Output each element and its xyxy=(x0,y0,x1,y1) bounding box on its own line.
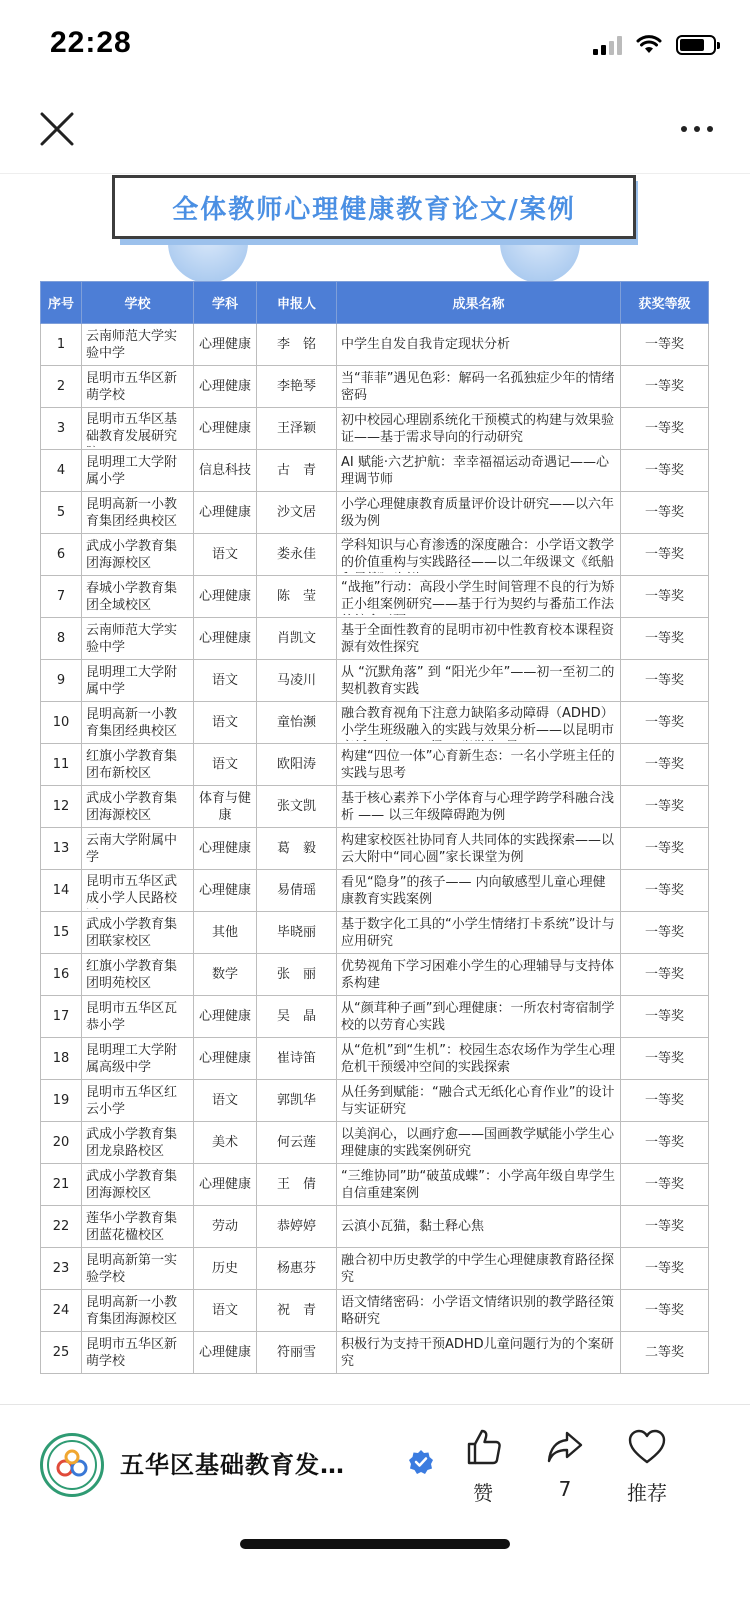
row-subject: 心理健康 xyxy=(194,1332,257,1374)
row-index: 14 xyxy=(41,870,82,912)
row-title xyxy=(337,702,621,744)
row-title xyxy=(337,828,621,870)
account-bar xyxy=(0,1404,750,1624)
row-applicant: 王 倩 xyxy=(257,1164,337,1206)
row-subject: 数学 xyxy=(194,954,257,996)
row-title-text: AI 赋能·六艺护航：幸幸福福运动奇遇记——心理调节师 xyxy=(341,454,609,487)
recommend-button[interactable] xyxy=(607,1427,687,1506)
row-school xyxy=(82,1332,194,1374)
row-applicant: 张 丽 xyxy=(257,954,337,996)
row-award: 一等奖 xyxy=(621,324,709,366)
table-row xyxy=(41,1206,709,1248)
verified-badge-icon xyxy=(408,1449,434,1475)
section-title: 全体教师心理健康教育论文/案例 xyxy=(172,194,576,225)
row-applicant: 王泽颖 xyxy=(257,408,337,450)
more-options-button[interactable] xyxy=(672,112,722,146)
row-subject: 语文 xyxy=(194,744,257,786)
row-index: 3 xyxy=(41,408,82,450)
row-index: 7 xyxy=(41,576,82,618)
row-title xyxy=(337,1122,621,1164)
row-title xyxy=(337,1038,621,1080)
table-row xyxy=(41,492,709,534)
row-applicant: 古 青 xyxy=(257,450,337,492)
row-school xyxy=(82,1248,194,1290)
row-school xyxy=(82,324,194,366)
row-award: 一等奖 xyxy=(621,450,709,492)
row-index: 24 xyxy=(41,1290,82,1332)
row-title-text: 融合初中历史教学的中学生心理健康教育路径探究 xyxy=(341,1252,615,1285)
row-title xyxy=(337,660,621,702)
row-subject: 心理健康 xyxy=(194,996,257,1038)
row-award: 一等奖 xyxy=(621,618,709,660)
row-school xyxy=(82,1038,194,1080)
row-subject: 心理健康 xyxy=(194,1038,257,1080)
row-subject: 心理健康 xyxy=(194,492,257,534)
row-index: 17 xyxy=(41,996,82,1038)
row-index: 10 xyxy=(41,702,82,744)
row-title xyxy=(337,870,621,912)
row-title xyxy=(337,576,621,618)
row-title-text: 当“菲菲”遇见色彩：解码一名孤独症少年的情绪密码 xyxy=(341,370,615,403)
row-award: 一等奖 xyxy=(621,954,709,996)
row-title-text: 基于核心素养下小学体育与心理学跨学科融合浅析 —— 以三年级障碍跑为例 xyxy=(341,790,615,823)
row-award: 一等奖 xyxy=(621,366,709,408)
table-row xyxy=(41,1290,709,1332)
row-school-text: 昆明高新一小教育集团经典校区 xyxy=(86,496,178,529)
row-title-text: 从“颜茸种子画”到心理健康：一所农村寄宿制学校的以劳育心实践 xyxy=(341,1000,615,1033)
home-indicator xyxy=(240,1539,510,1549)
like-label: 赞 xyxy=(473,1481,493,1505)
row-award: 一等奖 xyxy=(621,1290,709,1332)
row-applicant: 崔诗笛 xyxy=(257,1038,337,1080)
row-school xyxy=(82,618,194,660)
row-applicant: 欧阳涛 xyxy=(257,744,337,786)
table-row xyxy=(41,1038,709,1080)
row-subject: 语文 xyxy=(194,1080,257,1122)
row-index: 15 xyxy=(41,912,82,954)
row-applicant: 童怡濒 xyxy=(257,702,337,744)
section-banner xyxy=(0,175,750,275)
status-icons xyxy=(593,34,716,56)
table-row xyxy=(41,1248,709,1290)
row-subject: 心理健康 xyxy=(194,408,257,450)
row-index: 6 xyxy=(41,534,82,576)
row-applicant: 肖凯文 xyxy=(257,618,337,660)
row-award: 一等奖 xyxy=(621,828,709,870)
row-title xyxy=(337,450,621,492)
row-index: 5 xyxy=(41,492,82,534)
table-header-row xyxy=(41,282,709,324)
row-title xyxy=(337,366,621,408)
row-index: 13 xyxy=(41,828,82,870)
row-subject: 其他 xyxy=(194,912,257,954)
row-title xyxy=(337,324,621,366)
row-index: 2 xyxy=(41,366,82,408)
share-count: 7 xyxy=(558,1477,572,1501)
row-index: 22 xyxy=(41,1206,82,1248)
table-row xyxy=(41,366,709,408)
row-school xyxy=(82,702,194,744)
row-subject: 信息科技 xyxy=(194,450,257,492)
row-award: 一等奖 xyxy=(621,576,709,618)
row-school-text: 红旗小学教育集团布新校区 xyxy=(86,748,178,781)
table-row xyxy=(41,660,709,702)
battery-icon xyxy=(676,35,716,55)
row-school-text: 莲华小学教育集团蓝花楹校区 xyxy=(86,1210,178,1243)
row-title-text: 从“危机”到“生机”：校园生态农场作为学生心理危机干预缓冲空间的实践探索 xyxy=(341,1042,615,1075)
row-title xyxy=(337,534,621,576)
row-index: 23 xyxy=(41,1248,82,1290)
row-award: 一等奖 xyxy=(621,786,709,828)
table-body xyxy=(41,324,709,1374)
row-subject: 心理健康 xyxy=(194,576,257,618)
row-title-text: 中学生自发自我肯定现状分析 xyxy=(341,337,511,352)
row-title-text: 从任务到赋能：“融合式无纸化心育作业”的设计与实证研究 xyxy=(341,1084,615,1117)
row-school xyxy=(82,1206,194,1248)
row-applicant: 李艳琴 xyxy=(257,366,337,408)
thumbs-up-icon xyxy=(463,1427,503,1467)
row-award: 一等奖 xyxy=(621,1122,709,1164)
row-title xyxy=(337,1332,621,1374)
row-index: 12 xyxy=(41,786,82,828)
wifi-icon xyxy=(636,35,662,55)
header-subject: 学科 xyxy=(194,282,257,324)
row-title-text: 从 “沉默角落” 到 “阳光少年”——初一至初二的契机教育实践 xyxy=(341,664,615,697)
row-applicant: 沙文居 xyxy=(257,492,337,534)
table-row xyxy=(41,408,709,450)
row-school xyxy=(82,450,194,492)
row-school-text: 云南师范大学实验中学 xyxy=(86,622,178,655)
row-title-text: 学科知识与心育渗透的深度融合：小学语文教学的价值重构与实践路径——以二年级课文《纸船 xyxy=(341,537,615,570)
row-school xyxy=(82,744,194,786)
row-title-text: 以美润心，以画疗愈——国画教学赋能小学生心理健康的实践案例研究 xyxy=(341,1126,615,1159)
row-school xyxy=(82,1122,194,1164)
row-award: 一等奖 xyxy=(621,996,709,1038)
row-school-text: 昆明理工大学附属高级中学 xyxy=(86,1042,178,1075)
row-index: 20 xyxy=(41,1122,82,1164)
row-title xyxy=(337,618,621,660)
row-award: 一等奖 xyxy=(621,1164,709,1206)
row-school-text: 武成小学教育集团海源校区 xyxy=(86,538,178,571)
row-subject: 语文 xyxy=(194,1290,257,1332)
cellular-signal-icon xyxy=(593,35,622,55)
row-index: 16 xyxy=(41,954,82,996)
row-school xyxy=(82,1164,194,1206)
table-row xyxy=(41,324,709,366)
row-subject: 语文 xyxy=(194,534,257,576)
row-award: 一等奖 xyxy=(621,1038,709,1080)
row-school-text: 昆明市五华区红云小学 xyxy=(86,1084,178,1117)
header-applicant: 申报人 xyxy=(257,282,337,324)
row-title-text: 云滇小瓦猫，黏土释心焦 xyxy=(341,1219,485,1234)
row-title-text: “三维协同”助“破茧成蝶”：小学高年级自卑学生自信重建案例 xyxy=(341,1168,615,1201)
row-title xyxy=(337,408,621,450)
row-index: 9 xyxy=(41,660,82,702)
row-applicant: 马凌川 xyxy=(257,660,337,702)
row-applicant: 葛 毅 xyxy=(257,828,337,870)
row-subject: 美术 xyxy=(194,1122,257,1164)
row-school-text: 武成小学教育集团联家校区 xyxy=(86,916,178,949)
row-title-text: 初中校园心理剧系统化干预模式的构建与效果验证——基于需求导向的行动研究 xyxy=(341,412,615,445)
account-logo-icon xyxy=(45,1438,99,1492)
row-index: 18 xyxy=(41,1038,82,1080)
row-title xyxy=(337,912,621,954)
row-applicant: 杨惠芬 xyxy=(257,1248,337,1290)
row-school xyxy=(82,912,194,954)
row-school-text: 武成小学教育集团龙泉路校区 xyxy=(86,1126,178,1159)
row-index: 19 xyxy=(41,1080,82,1122)
row-title xyxy=(337,492,621,534)
table-row xyxy=(41,450,709,492)
recommend-label: 推荐 xyxy=(627,1481,667,1505)
row-applicant: 娄永佳 xyxy=(257,534,337,576)
table-row xyxy=(41,870,709,912)
row-index: 21 xyxy=(41,1164,82,1206)
row-school xyxy=(82,870,194,912)
row-school-text: 昆明高新第一实验学校 xyxy=(86,1252,178,1285)
row-school-text: 云南大学附属中学 xyxy=(86,832,178,865)
row-award: 一等奖 xyxy=(621,870,709,912)
row-subject: 心理健康 xyxy=(194,1164,257,1206)
row-school-text: 红旗小学教育集团明苑校区 xyxy=(86,958,178,991)
row-school xyxy=(82,534,194,576)
row-school-text: 昆明市五华区新萌学校 xyxy=(86,370,178,403)
row-award: 一等奖 xyxy=(621,1206,709,1248)
table-row xyxy=(41,1332,709,1374)
row-subject: 心理健康 xyxy=(194,828,257,870)
table-row xyxy=(41,1122,709,1164)
table-row xyxy=(41,786,709,828)
row-title xyxy=(337,1164,621,1206)
row-subject: 心理健康 xyxy=(194,366,257,408)
table-row xyxy=(41,744,709,786)
row-subject: 劳动 xyxy=(194,1206,257,1248)
row-title-text: 积极行为支持干预ADHD儿童问题行为的个案研究 xyxy=(341,1336,614,1369)
row-title-text: “战拖”行动：高段小学生时间管理不良的行为矫正小组案例研究——基于行为契约与番茄工作法 xyxy=(341,579,615,612)
row-award: 一等奖 xyxy=(621,492,709,534)
row-subject: 历史 xyxy=(194,1248,257,1290)
row-school xyxy=(82,408,194,450)
row-applicant: 李 铭 xyxy=(257,324,337,366)
status-time: 22:28 xyxy=(50,26,132,59)
row-award: 一等奖 xyxy=(621,1248,709,1290)
row-award: 一等奖 xyxy=(621,702,709,744)
row-school-text: 昆明理工大学附属小学 xyxy=(86,454,178,487)
table-row xyxy=(41,1164,709,1206)
row-title-text: 融合教育视角下注意力缺陷多动障碍（ADHD）小学生班级融入的实践与效果分析——以昆明市 xyxy=(341,705,615,738)
article-content xyxy=(0,175,750,1455)
row-subject: 心理健康 xyxy=(194,618,257,660)
row-award: 二等奖 xyxy=(621,1332,709,1374)
row-title xyxy=(337,744,621,786)
account-avatar[interactable] xyxy=(40,1433,104,1497)
status-bar xyxy=(0,0,750,92)
header-index: 序号 xyxy=(41,282,82,324)
row-award: 一等奖 xyxy=(621,408,709,450)
row-school xyxy=(82,660,194,702)
like-button[interactable] xyxy=(443,1427,523,1506)
row-title-text: 基于数字化工具的“小学生情绪打卡系统”设计与应用研究 xyxy=(341,916,615,949)
row-award: 一等奖 xyxy=(621,912,709,954)
row-school-text: 昆明市五华区新萌学校 xyxy=(86,1336,178,1369)
row-index: 11 xyxy=(41,744,82,786)
row-school xyxy=(82,828,194,870)
row-applicant: 郭凯华 xyxy=(257,1080,337,1122)
row-index: 1 xyxy=(41,324,82,366)
row-title xyxy=(337,996,621,1038)
close-icon[interactable] xyxy=(36,108,78,150)
row-title xyxy=(337,1206,621,1248)
row-title xyxy=(337,1248,621,1290)
header-school: 学校 xyxy=(82,282,194,324)
row-title-text: 看见“隐身”的孩子—— 内向敏感型儿童心理健康教育实践案例 xyxy=(341,874,606,907)
row-index: 8 xyxy=(41,618,82,660)
row-school xyxy=(82,1290,194,1332)
row-school xyxy=(82,954,194,996)
row-title-text: 构建“四位一体”心育新生态：一名小学班主任的实践与思考 xyxy=(341,748,615,781)
row-award: 一等奖 xyxy=(621,534,709,576)
row-school xyxy=(82,1080,194,1122)
table-row xyxy=(41,1080,709,1122)
row-school xyxy=(82,576,194,618)
table-row xyxy=(41,996,709,1038)
row-index: 25 xyxy=(41,1332,82,1374)
row-school-text: 武成小学教育集团海源校区 xyxy=(86,1168,178,1201)
table-row xyxy=(41,954,709,996)
row-applicant: 何云莲 xyxy=(257,1122,337,1164)
row-subject: 语文 xyxy=(194,702,257,744)
row-title-text: 基于全面性教育的昆明市初中性教育校本课程资源有效性探究 xyxy=(341,622,615,655)
row-award: 一等奖 xyxy=(621,660,709,702)
row-school-text: 昆明理工大学附属中学 xyxy=(86,664,178,697)
row-school-text: 昆明高新一小教育集团经典校区 xyxy=(86,706,178,739)
header-title: 成果名称 xyxy=(337,282,621,324)
row-applicant: 吴 晶 xyxy=(257,996,337,1038)
row-school-text: 昆明市五华区武成小学人民路校 xyxy=(86,873,178,906)
row-applicant: 易倩瑶 xyxy=(257,870,337,912)
row-applicant: 符丽雪 xyxy=(257,1332,337,1374)
awards-table xyxy=(40,281,709,1374)
section-title-box xyxy=(112,175,636,239)
row-applicant: 恭婷婷 xyxy=(257,1206,337,1248)
row-title-text: 构建家校医社协同育人共同体的实践探索——以云大附中“同心圆”家长课堂为例 xyxy=(341,832,615,865)
row-school-text: 春城小学教育集团全域校区 xyxy=(86,580,178,613)
row-title xyxy=(337,954,621,996)
share-icon xyxy=(545,1427,585,1467)
share-button[interactable] xyxy=(525,1427,605,1501)
row-award: 一等奖 xyxy=(621,1080,709,1122)
row-school-text: 云南师范大学实验中学 xyxy=(86,328,178,361)
row-school xyxy=(82,996,194,1038)
row-title xyxy=(337,786,621,828)
table-row xyxy=(41,702,709,744)
row-title-text: 小学心理健康教育质量评价设计研究——以六年级为例 xyxy=(341,496,615,529)
account-name[interactable]: 五华区基础教育发… xyxy=(120,1451,345,1479)
row-award: 一等奖 xyxy=(621,744,709,786)
row-applicant: 祝 青 xyxy=(257,1290,337,1332)
row-subject: 体育与健康 xyxy=(194,786,257,828)
row-index: 4 xyxy=(41,450,82,492)
row-title-text: 语文情绪密码：小学语文情绪识别的教学路径策略研究 xyxy=(341,1294,615,1327)
row-school xyxy=(82,492,194,534)
row-school-text: 昆明高新一小教育集团海源校区 xyxy=(86,1294,178,1327)
row-school-text: 昆明市五华区基础教育发展研究 xyxy=(86,411,178,444)
row-title-text: 优势视角下学习困难小学生的心理辅导与支持体系构建 xyxy=(341,958,615,991)
row-subject: 心理健康 xyxy=(194,324,257,366)
row-title xyxy=(337,1080,621,1122)
row-subject: 心理健康 xyxy=(194,870,257,912)
article-nav-bar xyxy=(0,92,750,174)
row-applicant: 陈 莹 xyxy=(257,576,337,618)
heart-icon xyxy=(627,1427,667,1467)
table-row xyxy=(41,828,709,870)
row-applicant: 张文凯 xyxy=(257,786,337,828)
table-row xyxy=(41,576,709,618)
row-subject: 语文 xyxy=(194,660,257,702)
row-school-text: 昆明市五华区瓦恭小学 xyxy=(86,1000,178,1033)
table-row xyxy=(41,534,709,576)
row-title xyxy=(337,1290,621,1332)
row-applicant: 毕晓丽 xyxy=(257,912,337,954)
table-row xyxy=(41,618,709,660)
table-row xyxy=(41,912,709,954)
row-school-text: 武成小学教育集团海源校区 xyxy=(86,790,178,823)
row-school xyxy=(82,366,194,408)
header-award: 获奖等级 xyxy=(621,282,709,324)
row-school xyxy=(82,786,194,828)
